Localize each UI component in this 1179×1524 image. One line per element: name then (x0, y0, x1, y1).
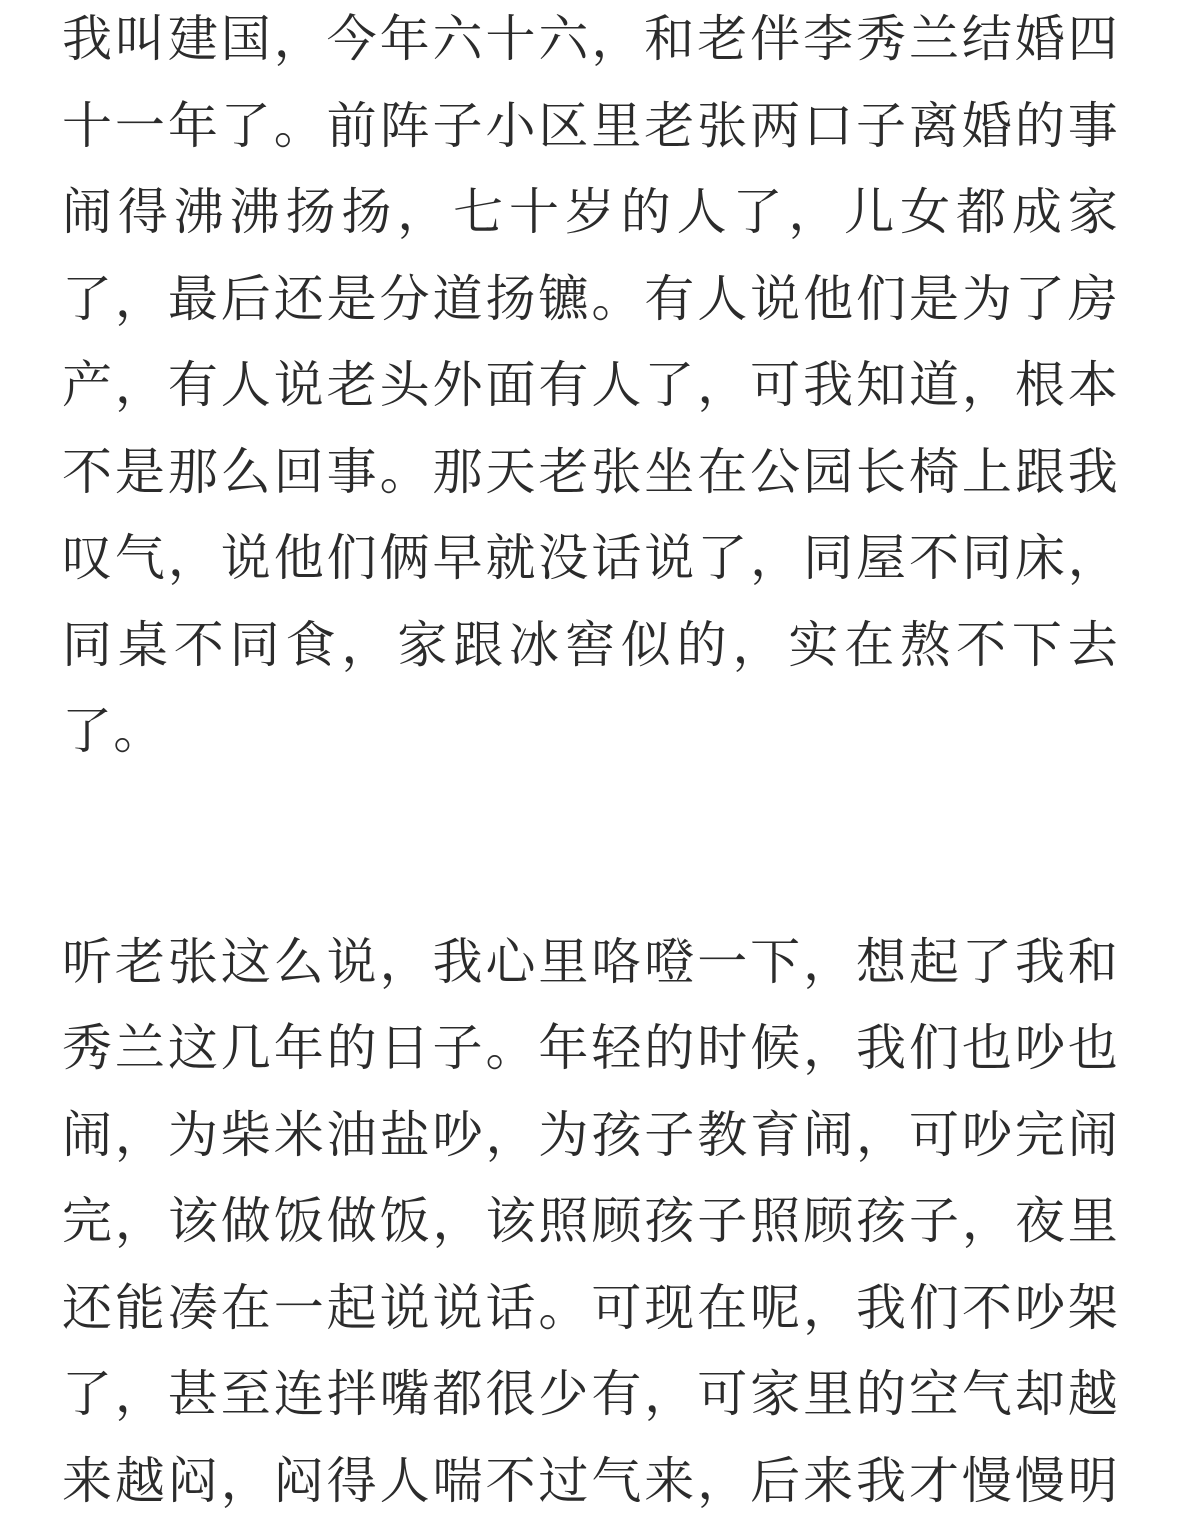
text-line: 闹，为柴米油盐吵，为孩子教育闹，可吵完闹 (62, 1092, 1119, 1179)
text-line: 了，甚至连拌嘴都很少有，可家里的空气却越 (62, 1351, 1119, 1438)
text-line: 闹得沸沸扬扬，七十岁的人了，儿女都成家 (62, 169, 1119, 256)
text-line: 叹气，说他们俩早就没话说了，同屋不同床， (62, 515, 1119, 602)
text-line: 还能凑在一起说说话。可现在呢，我们不吵架 (62, 1265, 1119, 1352)
text-line: 我叫建国，今年六十六，和老伴李秀兰结婚四 (62, 0, 1119, 83)
text-line: 完，该做饭做饭，该照顾孩子照顾孩子，夜里 (62, 1178, 1119, 1265)
paragraph-1 (62, 0, 1119, 775)
text-line: 了，最后还是分道扬镳。有人说他们是为了房 (62, 256, 1119, 343)
text-line: 产，有人说老头外面有人了，可我知道，根本 (62, 342, 1119, 429)
article-body (62, 0, 1119, 1524)
text-line: 秀兰这几年的日子。年轻的时候，我们也吵也 (62, 1005, 1119, 1092)
text-line: 听老张这么说，我心里咯噔一下，想起了我和 (62, 919, 1119, 1006)
paragraph-spacer (62, 775, 1119, 919)
text-line: 不是那么回事。那天老张坐在公园长椅上跟我 (62, 429, 1119, 516)
text-line: 来越闷，闷得人喘不过气来，后来我才慢慢明 (62, 1438, 1119, 1524)
text-line: 同桌不同食，家跟冰窖似的，实在熬不下去 (62, 602, 1119, 689)
text-line: 了。 (62, 688, 1119, 775)
text-line: 十一年了。前阵子小区里老张两口子离婚的事 (62, 83, 1119, 170)
paragraph-2 (62, 919, 1119, 1524)
